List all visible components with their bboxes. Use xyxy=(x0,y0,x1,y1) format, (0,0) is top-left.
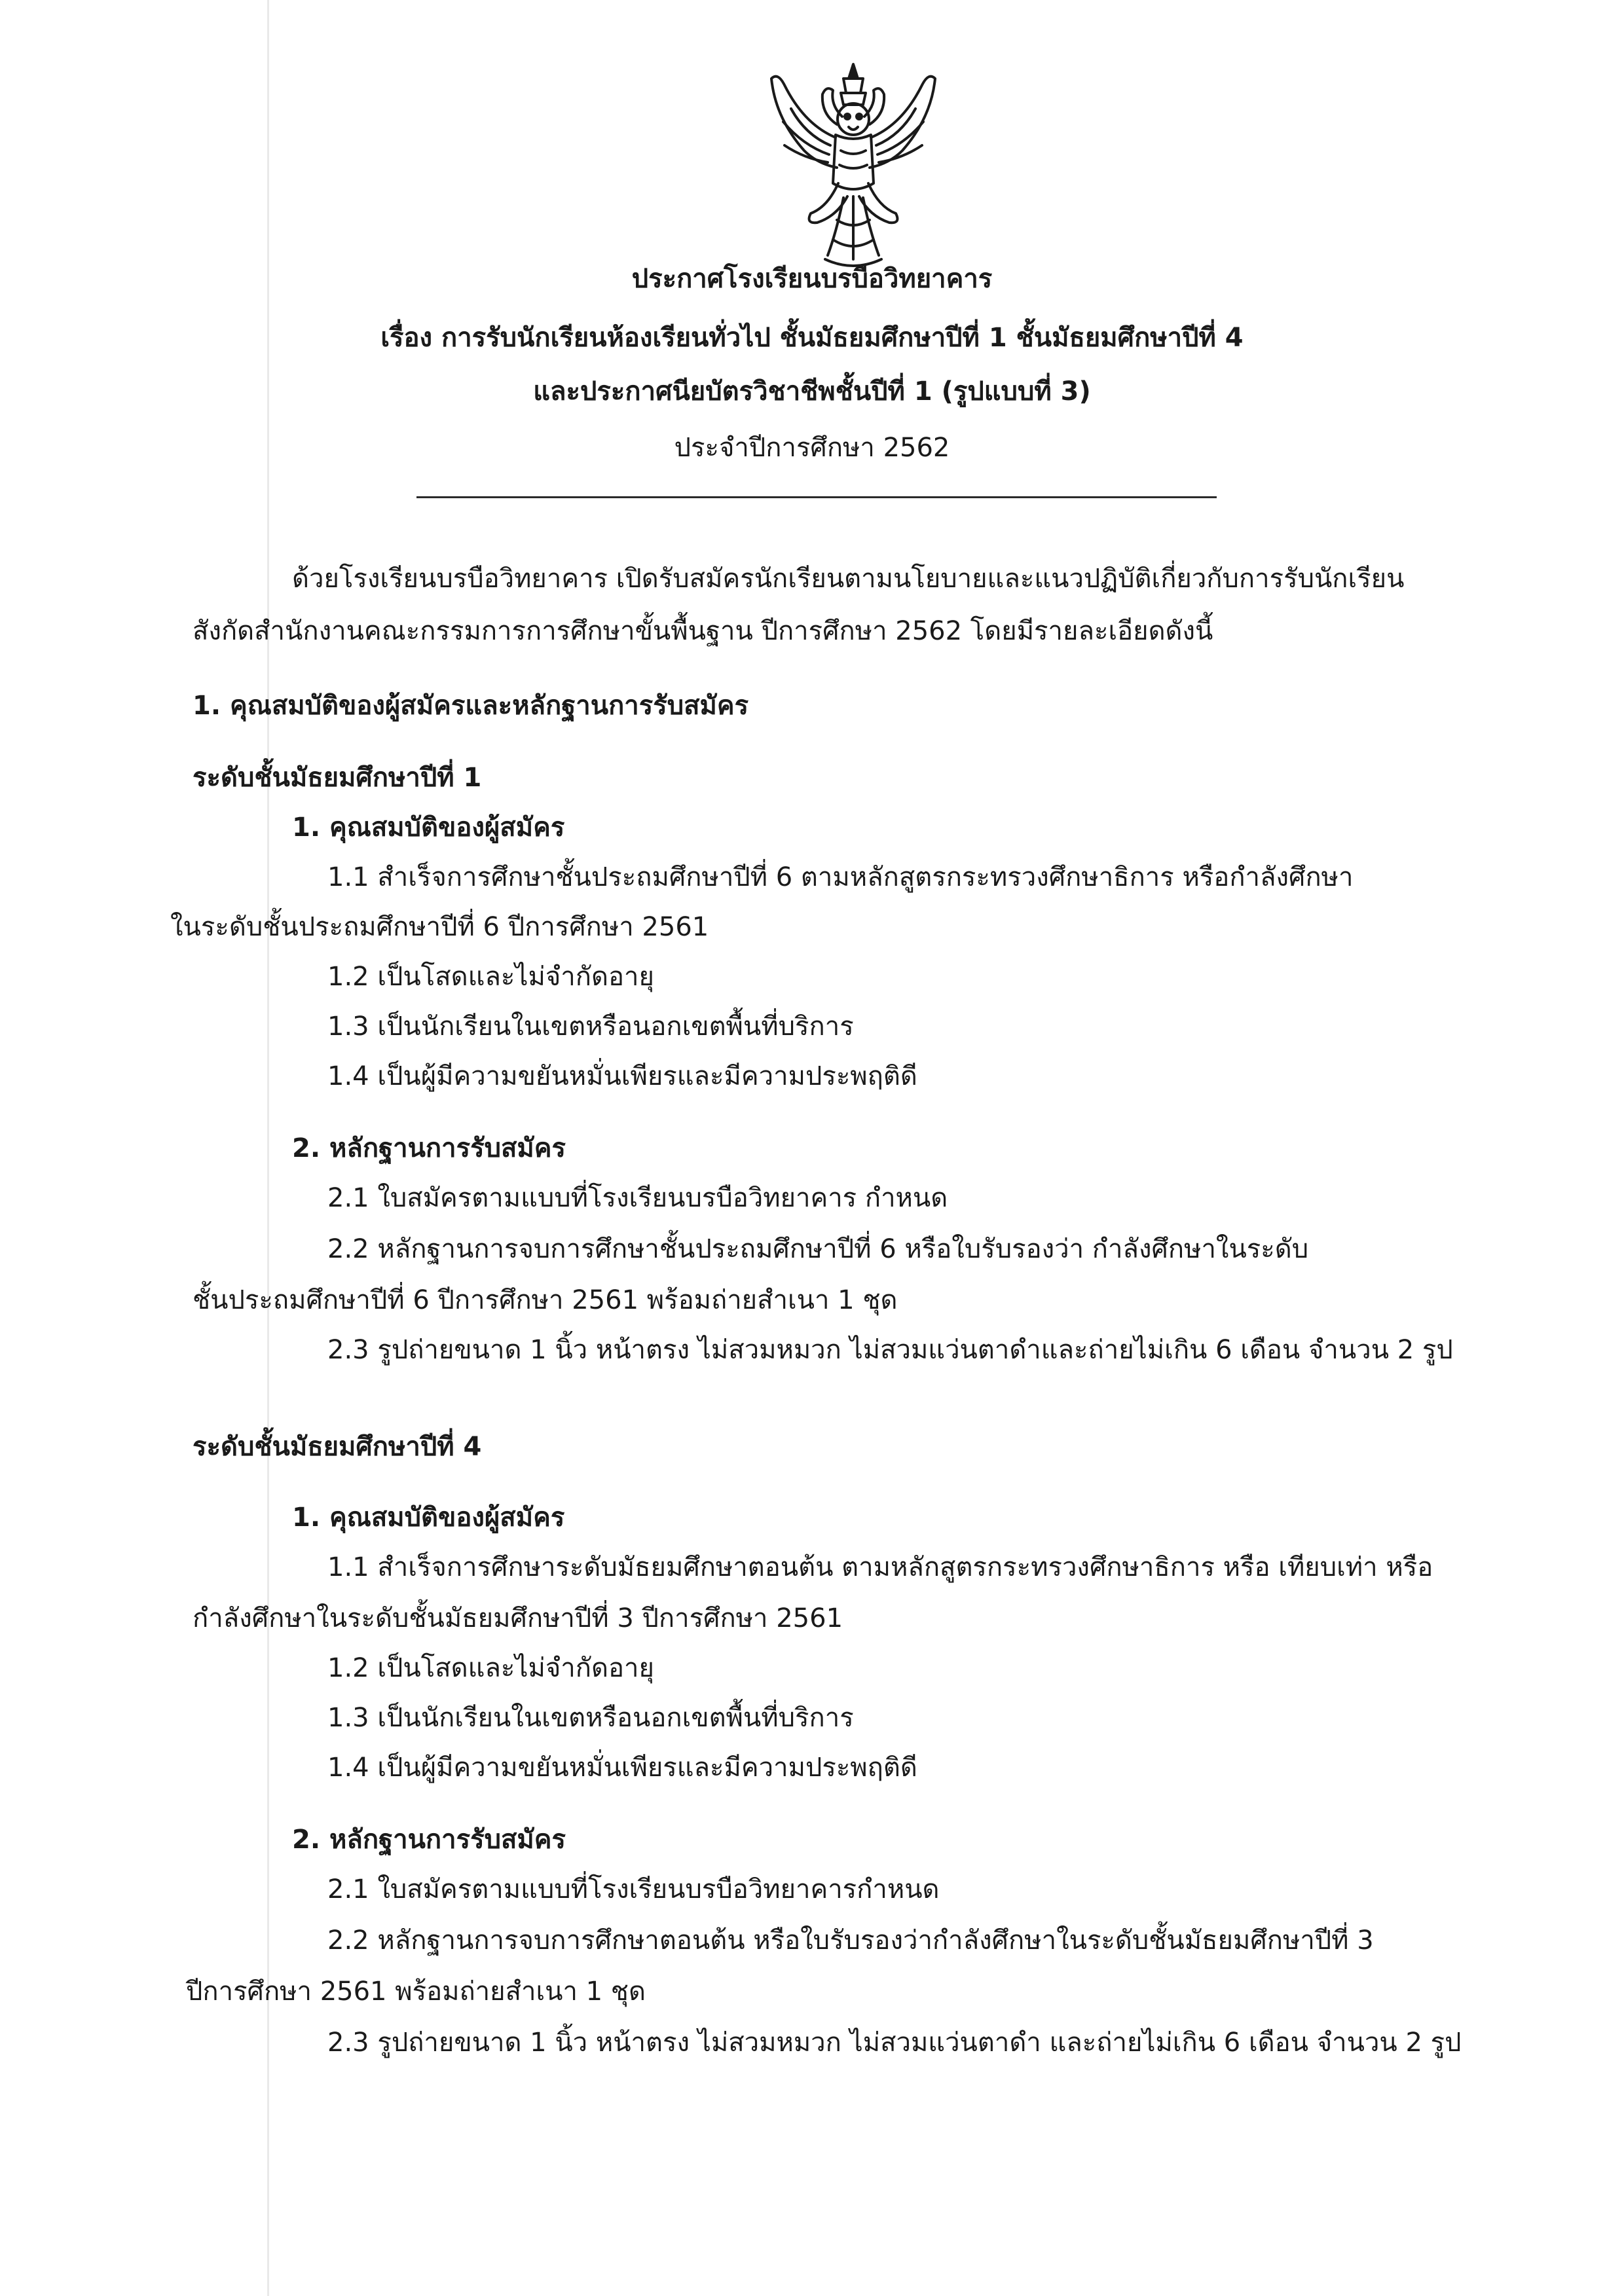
m1-document-2-1: 2.1 ใบสมัครตามแบบที่โรงเรียนบรบือวิทยาคาร กำหนด xyxy=(327,1183,948,1213)
m4-qualification-1-3: 1.3 เป็นนักเรียนในเขตหรือนอกเขตพื้นที่บริการ xyxy=(327,1703,854,1733)
emblem-name xyxy=(0,0,1,1)
academic-year: ประจำปีการศึกษา 2562 xyxy=(674,433,950,463)
announcement-subject-cont: และประกาศนียบัตรวิชาชีพชั้นปีที่ 1 (รูปแบบที่ 3) xyxy=(533,376,1091,407)
m1-document-2-2: 2.2 หลักฐานการจบการศึกษาชั้นประถมศึกษาปีที่ 6 หรือใบรับรองว่า กำลังศึกษาในระดับ xyxy=(327,1234,1309,1264)
m4-qualification-1-1-cont: กำลังศึกษาในระดับชั้นมัธยมศึกษาปีที่ 3 ปีการศึกษา 2561 xyxy=(193,1603,843,1633)
header-divider xyxy=(416,496,1217,498)
m4-documents-heading: 2. หลักฐานการรับสมัคร xyxy=(292,1825,566,1855)
m4-qualification-heading: 1. คุณสมบัติของผู้สมัคร xyxy=(292,1503,565,1533)
m1-document-2-3: 2.3 รูปถ่ายขนาด 1 นิ้ว หน้าตรง ไม่สวมหมวก ไม่สวมแว่นตาดำและถ่ายไม่เกิน 6 เดือน จำนวน 2 รูป xyxy=(327,1335,1453,1365)
m4-document-2-2-cont: ปีการศึกษา 2561 พร้อมถ่ายสำเนา 1 ชุด xyxy=(186,1977,646,2007)
m1-qualification-1-1: 1.1 สำเร็จการศึกษาชั้นประถมศึกษาปีที่ 6 ตามหลักสูตรกระทรวงศึกษาธิการ หรือกำลังศึกษา xyxy=(327,862,1354,892)
m1-qualification-heading: 1. คุณสมบัติของผู้สมัคร xyxy=(292,812,565,843)
m1-qualification-1-1-cont: ในระดับชั้นประถมศึกษาปีที่ 6 ปีการศึกษา 2561 xyxy=(170,912,709,942)
m4-qualification-1-4: 1.4 เป็นผู้มีความขยันหมั่นเพียรและมีความประพฤติดี xyxy=(327,1753,917,1783)
m1-qualification-1-4: 1.4 เป็นผู้มีความขยันหมั่นเพียรและมีความประพฤติดี xyxy=(327,1061,917,1091)
m4-document-2-3: 2.3 รูปถ่ายขนาด 1 นิ้ว หน้าตรง ไม่สวมหมวก ไม่สวมแว่นตาดำ และถ่ายไม่เกิน 6 เดือน จำนวน 2 รูป xyxy=(327,2028,1462,2058)
section-1-heading: 1. คุณสมบัติของผู้สมัครและหลักฐานการรับสมัคร xyxy=(193,691,749,721)
m4-qualification-1-2: 1.2 เป็นโสดและไม่จำกัดอายุ xyxy=(327,1653,654,1683)
m1-heading: ระดับชั้นมัธยมศึกษาปีที่ 1 xyxy=(193,763,482,793)
intro-line-2: สังกัดสำนักงานคณะกรรมการการศึกษาขั้นพื้นฐาน ปีการศึกษา 2562 โดยมีรายละเอียดดังนี้ xyxy=(193,616,1213,646)
m4-heading: ระดับชั้นมัธยมศึกษาปีที่ 4 xyxy=(193,1432,482,1462)
m4-document-2-2: 2.2 หลักฐานการจบการศึกษาตอนต้น หรือใบรับรองว่ากำลังศึกษาในระดับชั้นมัธยมศึกษาปีที่ 3 xyxy=(327,1925,1374,1956)
garuda-emblem-icon xyxy=(765,59,942,275)
intro-line-1: ด้วยโรงเรียนบรบือวิทยาคาร เปิดรับสมัครนักเรียนตามนโยบายและแนวปฏิบัติเกี่ยวกับการรับนักเรียน xyxy=(292,564,1405,594)
announcement-subject: เรื่อง การรับนักเรียนห้องเรียนทั่วไป ชั้นมัธยมศึกษาปีที่ 1 ชั้นมัธยมศึกษาปีที่ 4 xyxy=(380,323,1244,353)
m1-documents-heading: 2. หลักฐานการรับสมัคร xyxy=(292,1133,566,1163)
m1-document-2-2-cont: ชั้นประถมศึกษาปีที่ 6 ปีการศึกษา 2561 พร้อมถ่ายสำเนา 1 ชุด xyxy=(193,1285,898,1315)
m4-document-2-1: 2.1 ใบสมัครตามแบบที่โรงเรียนบรบือวิทยาคารกำหนด xyxy=(327,1874,940,1904)
m4-qualification-1-1: 1.1 สำเร็จการศึกษาระดับมัธยมศึกษาตอนต้น ตามหลักสูตรกระทรวงศึกษาธิการ หรือ เทียบเท่า หรือ xyxy=(327,1552,1433,1582)
announcement-title: ประกาศโรงเรียนบรบือวิทยาคาร xyxy=(631,264,993,294)
m1-qualification-1-2: 1.2 เป็นโสดและไม่จำกัดอายุ xyxy=(327,962,654,992)
m1-qualification-1-3: 1.3 เป็นนักเรียนในเขตหรือนอกเขตพื้นที่บริการ xyxy=(327,1011,854,1042)
